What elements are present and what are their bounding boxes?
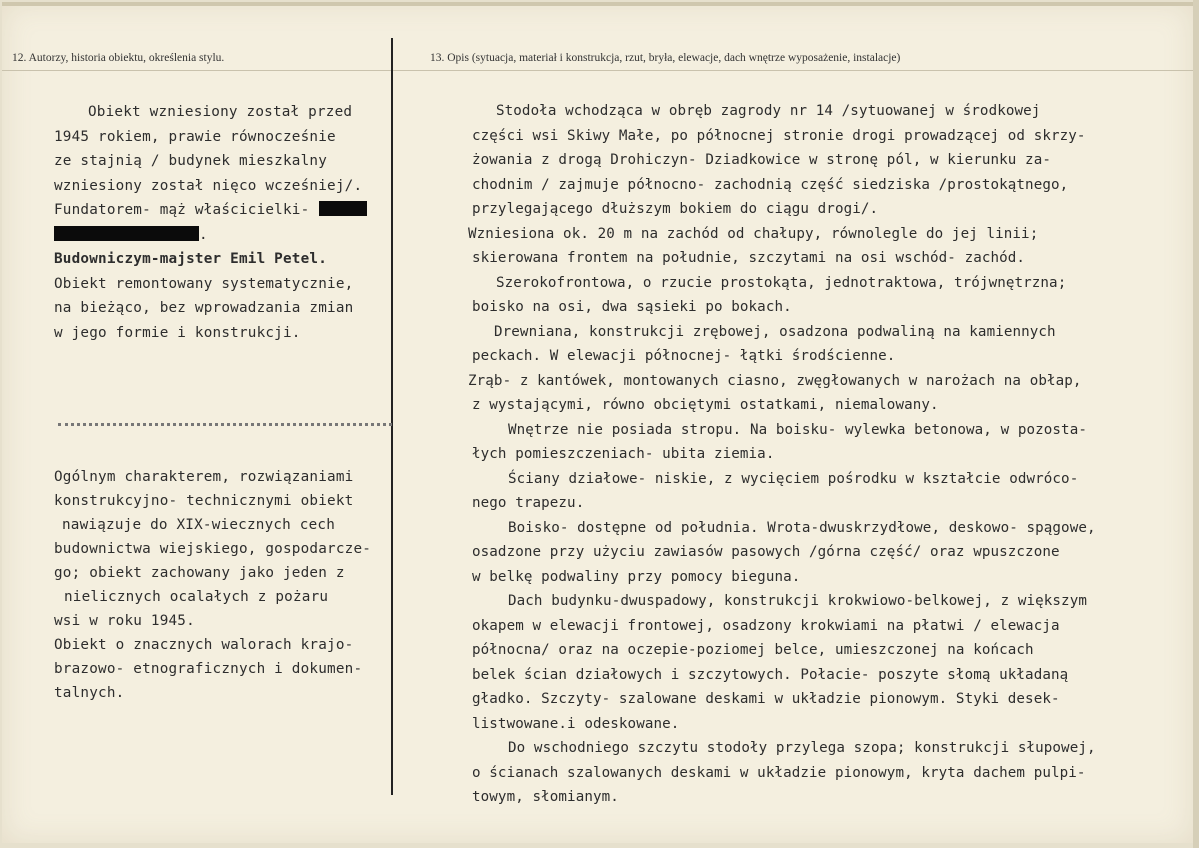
text-line: Dach budynku-dwuspadowy, konstrukcji krokwiowo-belkowej, z większym xyxy=(508,593,1087,609)
text-line: nielicznych ocalałych z pożaru xyxy=(64,589,329,605)
text-line: z wystającymi, równo obciętymi ostatkami, niemalowany. xyxy=(472,397,939,413)
text-line: na bieżąco, bez wprowadzania zmian xyxy=(54,300,354,316)
header-rule xyxy=(2,70,1193,71)
text-line: w belkę podwaliny przy pomocy bieguna. xyxy=(472,568,801,585)
text-line: skierowana frontem na południe, szczytami na osi wschód- zachód. xyxy=(472,250,1026,266)
top-edge xyxy=(2,2,1193,6)
text-line xyxy=(54,198,419,223)
text-line: Do wschodniego szczytu stodoły przylega szopa; konstrukcji słupowej, xyxy=(508,740,1096,756)
text-line: Boisko- dostępne od południa. Wrota-dwuskrzydłowe, deskowo- spągowe, xyxy=(508,519,1096,536)
text-line: Wnętrze nie posiada stropu. Na boisku- wylewka betonowa, w pozosta- xyxy=(508,421,1087,438)
text-line: go; obiekt zachowany jako jeden z xyxy=(54,565,345,581)
document-sheet xyxy=(2,2,1196,843)
text-line: Ściany działowe- niskie, z wycięciem pośrodku w kształcie odwróco- xyxy=(508,470,1079,487)
text-line: w jego formie i konstrukcji. xyxy=(54,324,301,341)
text-line: Szerokofrontowa, o rzucie prostokąta, jednotraktowa, trójwnętrzna; xyxy=(496,274,1067,291)
text-segment: . xyxy=(199,226,208,243)
page-edge xyxy=(1193,0,1199,848)
right-section-title: 13. Opis (sytuacja, materiał i konstrukcja, rzut, bryła, elewacje, dach wnętrze wyposażenie, instalacje) xyxy=(430,52,901,64)
text-line: łych pomieszczeniach- ubita ziemia. xyxy=(472,446,775,462)
text-line: o ścianach szalowanych deskami w układzie pionowym, kryta dachem pulpi- xyxy=(472,764,1086,781)
authors-history-paragraph xyxy=(54,100,419,345)
redaction-bar xyxy=(319,201,367,216)
text-line: Budowniczym-majster Emil Petel. xyxy=(54,251,328,267)
text-line: Obiekt o znacznych walorach krajo- xyxy=(54,637,354,653)
text-line: Obiekt wzniesiony został przed xyxy=(88,104,353,120)
text-line: wzniesiony został nięco wcześniej/. xyxy=(54,177,363,194)
text-line: boisko na osi, dwa sąsieki po bokach. xyxy=(472,299,792,315)
style-description-paragraph xyxy=(54,465,434,705)
text-line: żowania z drogą Drohiczyn- Dziadkowice w stronę pól, w kierunku za- xyxy=(472,152,1051,168)
text-line: Wzniesiona ok. 20 m na zachód od chałupy, równolegle do jej linii; xyxy=(468,225,1039,242)
text-line: Ogólnym charakterem, rozwiązaniami xyxy=(54,469,354,485)
text-line: wsi w roku 1945. xyxy=(54,613,195,629)
text-line: północna/ oraz na oczepie-poziomej belce, umieszczonej na końcach xyxy=(472,642,1034,658)
text-line: przylegającego dłuższym bokiem do ciągu drogi/. xyxy=(472,201,879,217)
text-line: gładko. Szczyty- szalowane deskami w układzie pionowym. Styki desek- xyxy=(472,691,1060,707)
text-line: belek ścian działowych i szczytowych. Połacie- poszyte słomą układaną xyxy=(472,666,1069,683)
dotted-divider xyxy=(58,423,392,426)
text-line: Obiekt remontowany systematycznie, xyxy=(54,275,354,292)
text-line: części wsi Skiwy Małe, po północnej stronie drogi prowadzącej od skrzy- xyxy=(472,127,1086,144)
text-line: osadzone przy użyciu zawiasów pasowych /górna część/ oraz wpuszczone xyxy=(472,544,1060,560)
text-line xyxy=(54,223,419,248)
text-line: konstrukcyjno- technicznymi obiekt xyxy=(54,493,354,509)
text-line: 1945 rokiem, prawie równocześnie xyxy=(54,128,336,145)
text-line: budownictwa wiejskiego, gospodarcze- xyxy=(54,541,372,557)
text-line: listwowane.i odeskowane. xyxy=(472,715,680,732)
redaction-bar xyxy=(54,226,199,241)
text-line: peckach. W elewacji północnej- łątki środścienne. xyxy=(472,348,896,364)
text-line: chodnim / zajmuje północno- zachodnią część siedziska /prostokątnego, xyxy=(472,176,1069,193)
text-line: Stodoła wchodząca w obręb zagrody nr 14 /sytuowanej w środkowej xyxy=(496,103,1041,119)
left-section-title: 12. Autorzy, historia obiektu, określenia stylu. xyxy=(12,52,225,64)
description-paragraph xyxy=(468,99,1192,810)
text-line: Drewniana, konstrukcji zrębowej, osadzona podwaliną na kamiennych xyxy=(494,323,1056,340)
text-segment: Fundatorem- mąż właścicielki- xyxy=(54,202,310,218)
text-line: Zrąb- z kantówek, montowanych ciasno, zwęgłowanych w narożach na obłap, xyxy=(468,372,1082,389)
text-line: okapem w elewacji frontowej, osadzony krokwiami na płatwi / elewacja xyxy=(472,617,1060,634)
text-line: towym, słomianym. xyxy=(472,789,619,805)
text-line: nawiązuje do XIX-wiecznych cech xyxy=(62,517,336,533)
text-line: nego trapezu. xyxy=(472,495,585,511)
text-line: talnych. xyxy=(54,685,125,701)
text-line: brazowo- etnograficznych i dokumen- xyxy=(54,661,363,677)
text-line: ze stajnią / budynek mieszkalny xyxy=(54,153,328,169)
